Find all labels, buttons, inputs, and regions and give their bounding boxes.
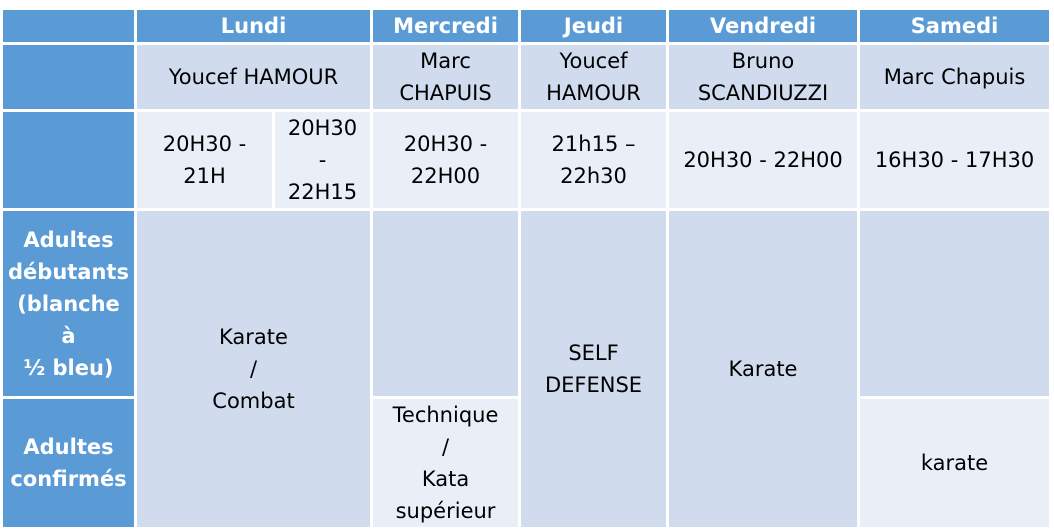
time-row	[2, 111, 1051, 210]
instructor-friday	[668, 44, 859, 111]
class-saturday-confirmed: karate	[859, 398, 1051, 529]
header-row	[2, 9, 1051, 44]
time-thursday-line: 21h15 –	[551, 132, 636, 156]
time-wednesday-line: 22H00	[410, 164, 481, 188]
instructor-wednesday-line: Marc	[420, 49, 471, 73]
class-monday-line: Combat	[212, 389, 295, 413]
time-wednesday-line: 20H30 -	[403, 132, 488, 156]
schedule-table	[0, 7, 1052, 530]
beginners-row	[2, 210, 1051, 398]
time-thursday-line: 22h30	[560, 164, 627, 188]
instructor-wednesday	[372, 44, 520, 111]
day-header-monday: Lundi	[136, 9, 372, 44]
time-row-label	[2, 111, 136, 210]
instructor-friday-line: SCANDIUZZI	[697, 81, 829, 105]
class-wednesday-confirmed-line: Technique	[392, 403, 499, 427]
row-label-confirmed-line: Adultes	[23, 435, 114, 459]
day-header-friday: Vendredi	[668, 9, 859, 44]
day-header-wednesday: Mercredi	[372, 9, 520, 44]
row-label-beginners-line: ½ bleu)	[23, 355, 114, 380]
class-monday-line: Karate	[219, 325, 288, 349]
instructor-saturday: Marc Chapuis	[859, 44, 1051, 111]
day-header-saturday: Samedi	[859, 9, 1051, 44]
class-thursday	[520, 210, 668, 529]
class-wednesday-confirmed-line: supérieur	[395, 499, 496, 523]
row-label-confirmed	[2, 398, 136, 529]
instructor-row	[2, 44, 1051, 111]
time-monday-2	[274, 111, 372, 210]
instructor-friday-line: Bruno	[731, 49, 795, 73]
time-monday-1-line: 21H	[183, 164, 226, 188]
time-monday-1-line: 20H30 -	[162, 132, 247, 156]
time-monday-2-line: 22H15	[287, 180, 358, 204]
row-label-beginners-line: (blanche à	[17, 291, 120, 348]
class-monday	[136, 210, 372, 529]
class-wednesday-beginners	[372, 210, 520, 398]
class-friday: Karate	[668, 210, 859, 529]
time-thursday	[520, 111, 668, 210]
instructor-row-label	[2, 44, 136, 111]
row-label-beginners-line: Adultes	[23, 227, 114, 252]
row-label-confirmed-line: confirmés	[10, 467, 127, 491]
day-header-thursday: Jeudi	[520, 9, 668, 44]
row-label-beginners	[2, 210, 136, 398]
time-monday-2-line: -	[318, 148, 327, 172]
class-wednesday-confirmed-line: /	[441, 435, 450, 459]
class-saturday-beginners	[859, 210, 1051, 398]
time-wednesday	[372, 111, 520, 210]
instructor-thursday-line: HAMOUR	[546, 81, 641, 105]
instructor-thursday-line: Youcef	[559, 49, 628, 73]
time-monday-2-line: 20H30	[287, 116, 358, 140]
class-monday-line: /	[249, 357, 258, 381]
row-label-beginners-line: débutants	[8, 259, 129, 284]
class-thursday-line: SELF	[568, 341, 619, 365]
instructor-thursday	[520, 44, 668, 111]
class-thursday-line: DEFENSE	[544, 373, 643, 397]
time-friday: 20H30 - 22H00	[668, 111, 859, 210]
corner-cell	[2, 9, 136, 44]
class-wednesday-confirmed	[372, 398, 520, 529]
time-monday-1	[136, 111, 274, 210]
instructor-wednesday-line: CHAPUIS	[399, 81, 492, 105]
time-saturday: 16H30 - 17H30	[859, 111, 1051, 210]
class-wednesday-confirmed-line: Kata	[421, 467, 470, 491]
instructor-monday: Youcef HAMOUR	[136, 44, 372, 111]
